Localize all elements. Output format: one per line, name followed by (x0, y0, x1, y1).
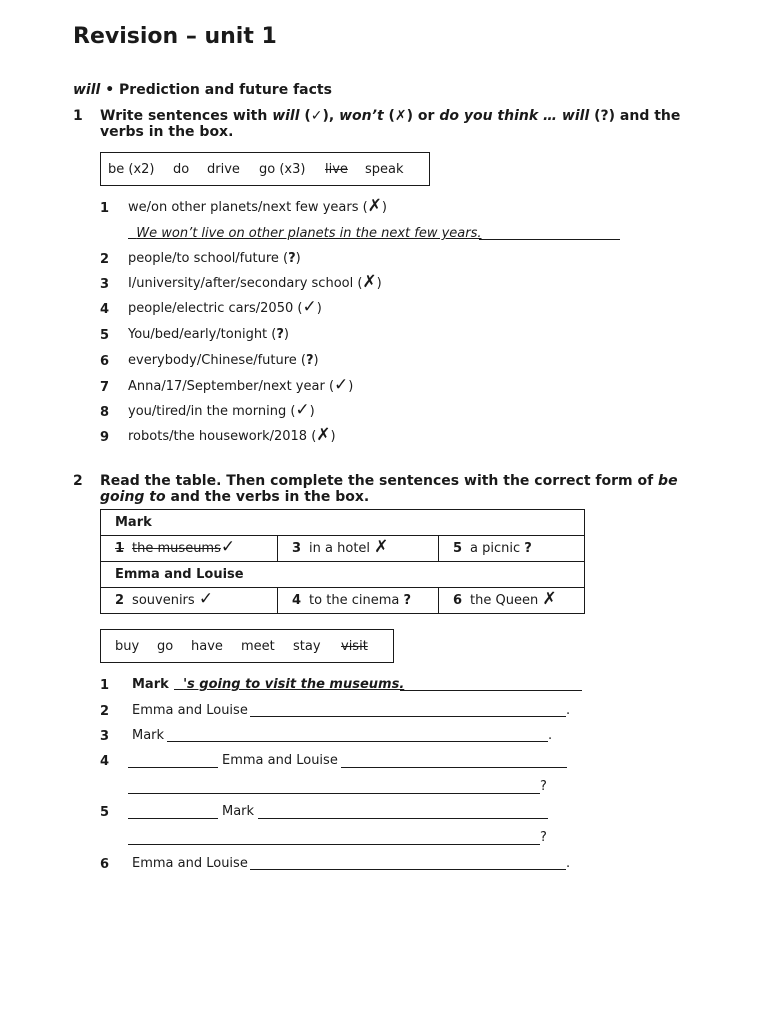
q1-instr-dyt: do you think … will (439, 108, 590, 124)
prompt: You/bed/early/tonight ( (128, 327, 277, 342)
prompt: I/university/after/secondary school ( (128, 276, 363, 291)
word-struck: live (325, 162, 348, 177)
q1-item-number: 7 (100, 380, 110, 395)
q2-instruction (100, 473, 710, 505)
plans-table (100, 509, 585, 614)
q1-instr-d: (?) and the (589, 108, 681, 124)
cross-mark-icon: ✗ (316, 425, 331, 445)
check-mark-icon: ✓ (295, 400, 310, 420)
q1-instr-c: (✗) or (383, 108, 440, 124)
word-struck: visit (341, 639, 368, 654)
cell-number: 6 (453, 593, 463, 608)
paren: ) (283, 327, 289, 342)
cross-mark-icon: ✗ (374, 537, 389, 557)
table-cell (278, 588, 439, 614)
table-cell (101, 536, 278, 562)
paren: ) (330, 429, 336, 444)
q1-item-prompt (128, 297, 322, 317)
table-row (101, 562, 585, 588)
cell-text: the museums (132, 541, 221, 556)
answer-line (128, 844, 540, 845)
q1-item-number: 5 (100, 328, 110, 343)
example-answer (174, 677, 404, 692)
q2-instr-a: Read the table. Then complete the sentences with the correct form of (100, 473, 659, 489)
prompt: Anna/17/September/next year ( (128, 379, 335, 394)
table-row (101, 510, 585, 536)
check-mark-icon: ✓ (220, 537, 236, 557)
word: go (x3) (259, 162, 306, 177)
q1-item-prompt (128, 272, 382, 292)
paren: ) (348, 379, 354, 394)
check-mark-icon: ✓ (198, 589, 214, 609)
section-keyword: will (73, 82, 101, 98)
sentence-end: . (548, 728, 553, 743)
prompt: you/tired/in the morning ( (128, 404, 296, 419)
word: speak (365, 162, 404, 177)
q2-number: 2 (73, 473, 83, 489)
q2-item-subject: Mark (132, 677, 169, 692)
q1-item-number: 6 (100, 354, 110, 369)
q2-item-subject: Emma and Louise (132, 703, 248, 718)
q2-item-subject: Emma and Louise (222, 753, 338, 768)
paren: ) (313, 353, 319, 368)
page-title: Revision – unit 1 (73, 24, 277, 49)
q1-instr-a: Write sentences with (100, 108, 273, 124)
paren: ) (295, 251, 301, 266)
check-mark-icon: ✓ (334, 375, 349, 395)
answer-line (128, 767, 218, 768)
paren: ) (309, 404, 315, 419)
cell-number: 3 (292, 541, 302, 556)
word: drive (207, 162, 240, 177)
q1-number: 1 (73, 108, 83, 124)
sentence-end: . (566, 856, 571, 871)
answer-line (250, 869, 566, 870)
sentence-end: ? (540, 779, 547, 794)
q1-word-box (100, 152, 430, 186)
q1-item-prompt (128, 251, 301, 266)
question-mark-icon: ? (288, 251, 296, 266)
table-cell (439, 588, 585, 614)
cell-number: 4 (292, 593, 302, 608)
q2-instr-going: going to (100, 489, 166, 505)
word: go (157, 639, 174, 654)
question-mark-icon: ? (403, 593, 412, 608)
cell-text: a picnic (470, 541, 521, 556)
q1-instr-line2: verbs in the box. (100, 124, 234, 140)
q1-item-prompt (128, 327, 289, 342)
cell-text: to the cinema (309, 593, 400, 608)
q1-item-number: 9 (100, 430, 110, 445)
answer-line (341, 767, 567, 768)
word: stay (293, 639, 321, 654)
answer-line (258, 818, 548, 819)
q2-instr-b: and the verbs in the box. (165, 489, 370, 505)
q1-item-number: 2 (100, 252, 110, 267)
cell-text: the Queen (470, 593, 539, 608)
table-cell (101, 588, 278, 614)
example-answer-text: 's going to visit the museums. (183, 677, 405, 692)
table-cell (278, 536, 439, 562)
word: buy (115, 639, 140, 654)
q1-item-number: 1 (100, 201, 110, 216)
answer-line (128, 818, 218, 819)
answer-line (400, 690, 582, 691)
q2-instr-be: be (658, 473, 678, 489)
paren: ) (381, 200, 387, 215)
q2-item-number: 3 (100, 729, 110, 744)
q1-instr-b: (✓), (299, 108, 340, 124)
question-mark-icon: ? (276, 327, 284, 342)
cell-text: souvenirs (132, 593, 195, 608)
q1-item-prompt (128, 196, 387, 216)
q2-item-number: 2 (100, 704, 110, 719)
q2-item-number: 1 (100, 678, 110, 693)
answer-line (167, 741, 548, 742)
q1-item-number: 4 (100, 302, 110, 317)
q2-item-subject: Mark (222, 804, 255, 819)
table-row (101, 536, 585, 562)
person-name: Mark (101, 510, 585, 536)
question-mark-icon: ? (524, 541, 532, 556)
q1-item-number: 3 (100, 277, 110, 292)
q1-item-prompt (128, 353, 319, 368)
prompt: robots/the housework/2018 ( (128, 429, 317, 444)
check-mark-icon: ✓ (302, 297, 317, 317)
q2-item-number: 5 (100, 805, 110, 820)
answer-line (128, 793, 540, 794)
cross-mark-icon: ✗ (362, 272, 377, 292)
example-answer-text: We won’t live on other planets in the next few years. (136, 226, 482, 241)
prompt: everybody/Chinese/future ( (128, 353, 306, 368)
section-label: Prediction and future facts (119, 82, 332, 98)
cross-mark-icon: ✗ (367, 196, 382, 216)
table-row (101, 588, 585, 614)
q2-item-number: 6 (100, 857, 110, 872)
paren: ) (316, 301, 322, 316)
sentence-end: . (566, 703, 571, 718)
question-mark-icon: ? (306, 353, 314, 368)
q1-item-prompt (128, 400, 315, 420)
q1-instruction (100, 108, 720, 140)
prompt: we/on other planets/next few years ( (128, 200, 368, 215)
word: be (x2) (108, 162, 155, 177)
q1-item-prompt (128, 375, 354, 395)
q1-item-prompt (128, 425, 336, 445)
q2-item-subject: Emma and Louise (132, 856, 248, 871)
q1-instr-will: will (272, 108, 300, 124)
cell-text: in a hotel (309, 541, 371, 556)
q1-instr-wont: won’t (339, 108, 384, 124)
table-cell (439, 536, 585, 562)
prompt: people/electric cars/2050 ( (128, 301, 303, 316)
paren: ) (376, 276, 382, 291)
word: do (173, 162, 190, 177)
section-heading (73, 82, 332, 98)
prompt: people/to school/future ( (128, 251, 289, 266)
cell-number: 1 (115, 541, 125, 556)
q1-item-number: 8 (100, 405, 110, 420)
q2-word-box (100, 629, 394, 663)
example-answer (128, 226, 482, 241)
answer-line (250, 716, 566, 717)
cross-mark-icon: ✗ (542, 589, 557, 609)
section-bullet: • (105, 82, 115, 98)
sentence-end: ? (540, 830, 547, 845)
word: have (191, 639, 223, 654)
answer-line (479, 239, 620, 240)
q2-item-subject: Mark (132, 728, 165, 743)
person-name: Emma and Louise (101, 562, 585, 588)
cell-number: 2 (115, 593, 125, 608)
q2-item-number: 4 (100, 754, 110, 769)
cell-number: 5 (453, 541, 463, 556)
word: meet (241, 639, 275, 654)
